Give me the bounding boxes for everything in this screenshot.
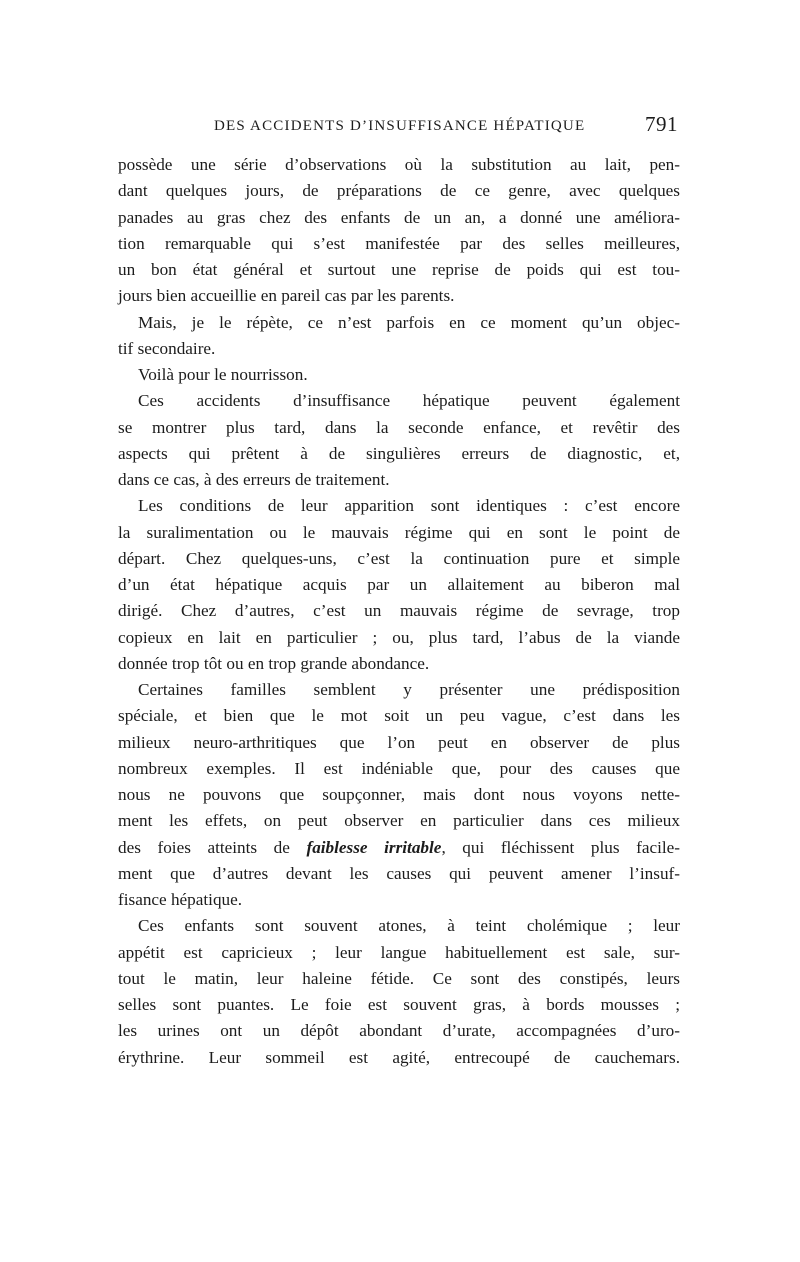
text-line-with-italic — [118, 835, 680, 861]
text-segment: , qui fléchissent plus facile- — [441, 837, 681, 857]
text-line: nombreux exemples. Il est indéniable que, pour des causes que — [118, 758, 680, 778]
text-line: Voilà pour le nourrisson. — [138, 365, 308, 384]
text-line: Les conditions de leur apparition sont identiques : c’est encore — [138, 496, 680, 516]
text-line: selles sont puantes. Le foie est souvent gras, à bords mousses ; — [118, 995, 680, 1014]
text-line: tif secondaire. — [118, 338, 216, 358]
body-text — [118, 152, 680, 1071]
text-line: donnée trop tôt ou en trop grande abondance. — [118, 653, 430, 673]
text-line: milieux neuro-arthritiques que l’on peut en observer de plus — [118, 732, 680, 752]
text-line: un bon état général et surtout une reprise de poids qui est tou- — [118, 260, 680, 279]
text-line: panades au gras chez des enfants de un an, a donné une améliora- — [118, 207, 680, 227]
text-line: tout le matin, leur haleine fétide. Ce sont des constipés, leurs — [118, 968, 680, 988]
text-line: dant quelques jours, de préparations de ce genre, avec quelques — [118, 181, 680, 201]
text-line: fisance hépatique. — [118, 890, 243, 909]
text-line: Ces accidents d’insuffisance hépatique peuvent également — [138, 391, 680, 411]
text-line: ment que d’autres devant les causes qui peuvent amener l’insuf- — [118, 863, 680, 883]
text-line: copieux en lait en particulier ; ou, plus tard, l’abus de la viande — [118, 627, 680, 647]
italic-phrase: faiblesse irritable — [306, 837, 442, 857]
text-line: d’un état hépatique acquis par un allaitement au biberon mal — [118, 575, 680, 594]
running-title: DES ACCIDENTS D’INSUFFISANCE HÉPATIQUE — [214, 118, 586, 134]
text-line: Ces enfants sont souvent atones, à teint cholémique ; leur — [138, 916, 680, 936]
text-line: érythrine. Leur sommeil est agité, entrecoupé de cauchemars. — [118, 1047, 680, 1067]
text-line: aspects qui prêtent à de singulières erreurs de diagnostic, et, — [118, 443, 680, 463]
text-line: spéciale, et bien que le mot soit un peu vague, c’est dans les — [118, 706, 680, 726]
text-line: la suralimentation ou le mauvais régime qui en sont le point de — [118, 522, 680, 542]
text-line: appétit est capricieux ; leur langue habituellement est sale, sur- — [118, 942, 680, 962]
text-line: jours bien accueillie en pareil cas par les parents. — [118, 286, 455, 306]
text-line: ment les effets, on peut observer en particulier dans ces milieux — [118, 811, 680, 831]
text-line: Mais, je le répète, ce n’est parfois en ce moment qu’un objec- — [138, 312, 680, 332]
text-line: dans ce cas, à des erreurs de traitement. — [118, 470, 390, 489]
text-line: les urines ont un dépôt abondant d’urate, accompagnées d’uro- — [118, 1021, 680, 1041]
running-header — [118, 112, 680, 142]
text-line: départ. Chez quelques-uns, c’est la continuation pure et simple — [118, 548, 680, 568]
text-line: nous ne pouvons que soupçonner, mais dont nous voyons nette- — [118, 785, 680, 804]
page-number: 791 — [645, 112, 678, 136]
text-line: possède une série d’observations où la substitution au lait, pen- — [118, 155, 680, 174]
text-line: se montrer plus tard, dans la seconde enfance, et revêtir des — [118, 417, 680, 437]
text-line: Certaines familles semblent y présenter une prédisposition — [138, 680, 680, 699]
text-segment: des foies atteints de — [118, 837, 307, 857]
text-line: dirigé. Chez d’autres, c’est un mauvais régime de sevrage, trop — [118, 601, 680, 621]
text-line: tion remarquable qui s’est manifestée par des selles meilleures, — [118, 233, 680, 253]
